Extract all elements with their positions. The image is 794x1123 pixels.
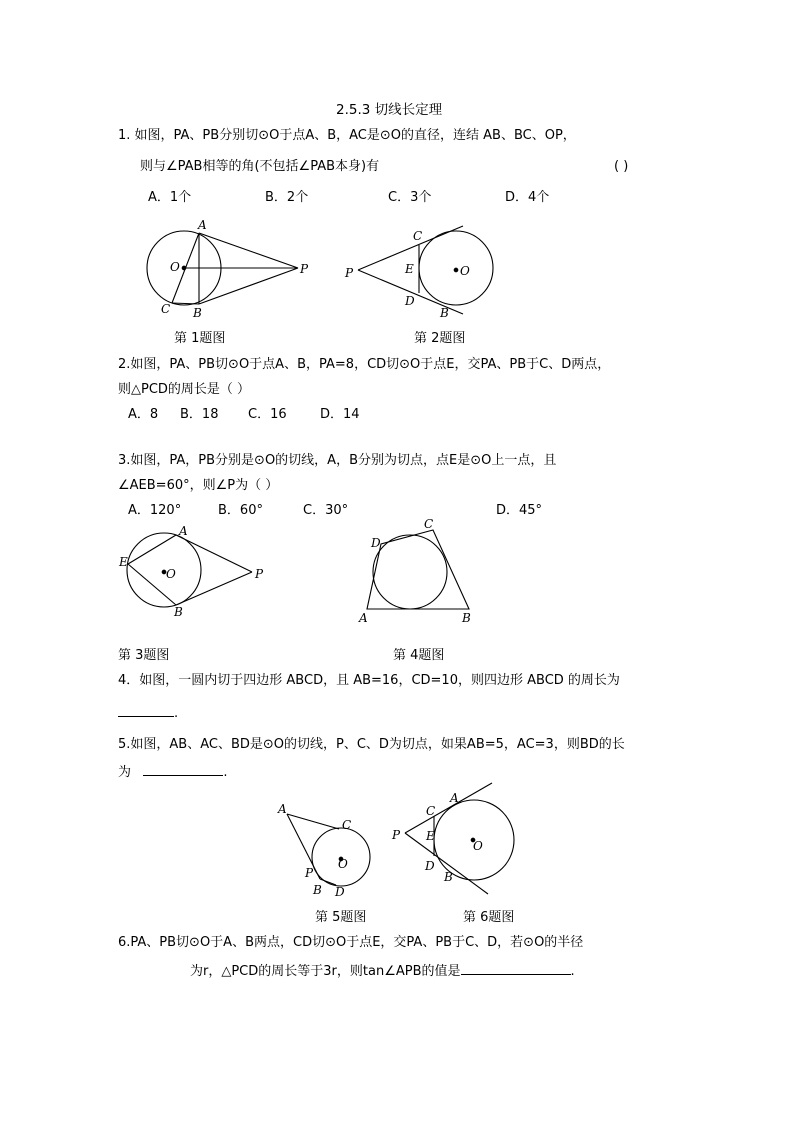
figure-2: [358, 226, 493, 314]
fig3-caption: 第 3题图: [118, 648, 170, 663]
fig6-label-a: A: [450, 791, 459, 805]
q1-line1: 1. 如图，PA、PB分别切⊙O于点A、B，AC是⊙O的直径，连结 AB、BC、OP，: [118, 128, 576, 143]
figure-3: [127, 533, 252, 607]
fig3-tangent-pa: [176, 535, 252, 572]
q3-option-b: B．60°: [218, 503, 263, 518]
q1-option-d: D．4个: [505, 190, 550, 205]
q5-answer-blank: [143, 762, 223, 776]
q1-line2: 则与∠PAB相等的角(不包括∠PAB本身)有: [140, 159, 380, 174]
page-title: 2.5.3 切线长定理: [336, 102, 443, 118]
fig2-center-dot: [454, 268, 458, 272]
fig1-caption: 第 1题图: [174, 331, 226, 346]
fig6-caption: 第 6题图: [463, 910, 515, 925]
fig5-label-p: P: [305, 866, 314, 880]
fig6-label-b: B: [444, 870, 453, 884]
q5-line2: 为 .: [118, 762, 228, 781]
q2-line1: 2.如图，PA、PB切⊙O于点A、B，PA=8，CD切⊙O于点E，交PA、PB于C、D两点，: [118, 357, 611, 372]
fig2-label-b: B: [440, 306, 449, 320]
fig1-label-p: P: [300, 262, 309, 276]
fig5-caption: 第 5题图: [315, 910, 367, 925]
q1-option-a: A．1个: [148, 190, 192, 205]
fig4-label-c: C: [424, 517, 434, 531]
fig6-label-e: E: [426, 829, 435, 843]
q2-option-b: B．18: [180, 407, 219, 422]
fig1-label-a: A: [198, 218, 207, 232]
fig1-label-c: C: [161, 302, 171, 316]
fig3-tangent-pb: [176, 572, 252, 605]
fig1-tangent-pb: [199, 268, 298, 304]
q1-answer-paren: ( ): [614, 159, 629, 174]
q4-answer-blank: [118, 703, 174, 717]
fig3-label-o: O: [166, 567, 176, 581]
fig2-label-c: C: [413, 229, 423, 243]
q5-line1: 5.如图，AB、AC、BD是⊙O的切线，P、C、D为切点，如果AB=5，AC=3，则BD的长: [118, 737, 625, 752]
fig4-circle: [373, 535, 447, 609]
fig2-label-e: E: [405, 262, 414, 276]
fig3-label-b: B: [174, 605, 183, 619]
fig4-label-a: A: [359, 611, 368, 625]
fig5-label-b: B: [313, 883, 322, 897]
fig4-label-d: D: [371, 536, 381, 550]
fig5-label-o: O: [338, 857, 348, 871]
fig5-label-c: C: [342, 818, 352, 832]
q6-line2: 为r，△PCD的周长等于3r，则tan∠APB的值是 .: [190, 961, 575, 980]
q2-option-c: C．16: [248, 407, 287, 422]
fig5-tangent-ab: [287, 814, 320, 879]
fig6-label-o: O: [473, 839, 483, 853]
fig6-label-c: C: [426, 804, 436, 818]
q3-line1: 3.如图，PA，PB分别是⊙O的切线，A，B分别为切点，点E是⊙O上一点，且: [118, 453, 557, 468]
fig4-label-b: B: [462, 611, 471, 625]
q4-line2: .: [118, 703, 178, 722]
fig6-label-p: P: [392, 828, 401, 842]
figure-4: [367, 530, 469, 609]
fig5-label-d: D: [335, 885, 345, 899]
fig5-tangent-ac: [287, 814, 339, 829]
figure-5: [287, 814, 370, 886]
fig5-label-a: A: [278, 802, 287, 816]
q6-answer-blank: [461, 961, 571, 975]
fig1-label-b: B: [193, 306, 202, 320]
fig3-label-p: P: [255, 567, 264, 581]
q3-option-c: C．30°: [303, 503, 349, 518]
q3-line2: ∠AEB=60°，则∠P为（ ）: [118, 478, 279, 493]
fig6-tangent-pa: [405, 783, 492, 833]
fig1-center-dot: [182, 266, 186, 270]
q6-line1: 6.PA、PB切⊙O于A、B两点，CD切⊙O于点E，交PA、PB于C、D，若⊙O的半径: [118, 935, 584, 950]
q1-option-c: C．3个: [388, 190, 432, 205]
q1-option-b: B．2个: [265, 190, 309, 205]
q3-option-d: D．45°: [496, 503, 543, 518]
fig2-caption: 第 2题图: [414, 331, 466, 346]
figure-6: [405, 783, 514, 894]
q2-option-a: A．8: [128, 407, 159, 422]
fig1-label-o: O: [170, 260, 180, 274]
q4-line1: 4．如图，一圆内切于四边形 ABCD，且 AB=16，CD=10，则四边形 ABCD 的周长为: [118, 673, 620, 688]
fig5-tangent-bd: [320, 879, 336, 885]
fig4-caption: 第 4题图: [393, 648, 445, 663]
fig6-label-d: D: [425, 859, 435, 873]
fig3-label-a: A: [179, 524, 188, 538]
fig3-label-e: E: [119, 555, 128, 569]
fig3-chord-ea: [128, 535, 176, 564]
fig2-label-d: D: [405, 294, 415, 308]
q2-line2: 则△PCD的周长是（ ）: [118, 382, 251, 397]
q2-option-d: D．14: [320, 407, 360, 422]
q3-option-a: A．120°: [128, 503, 182, 518]
fig2-label-p: P: [345, 266, 354, 280]
fig1-tangent-pa: [199, 233, 298, 268]
fig2-label-o: O: [460, 264, 470, 278]
